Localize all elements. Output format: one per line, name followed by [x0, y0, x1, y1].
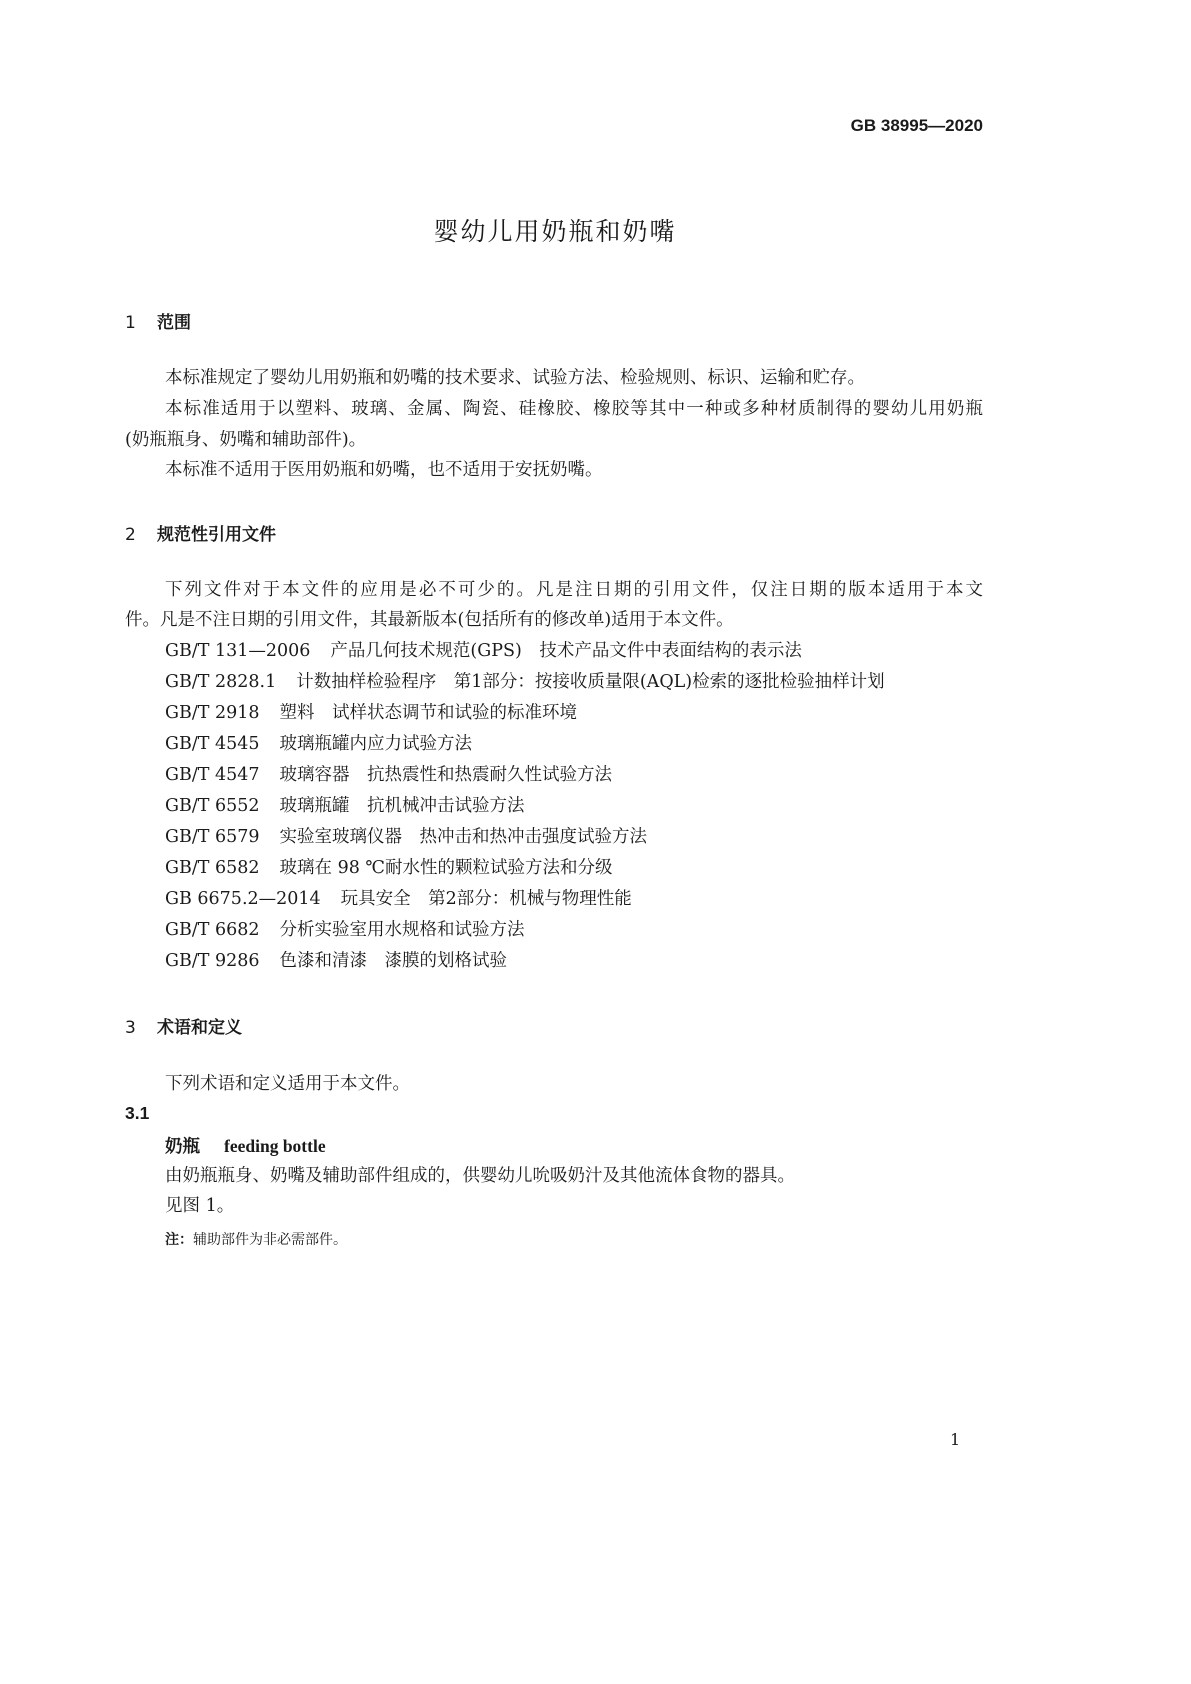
reference-code: GB 6675.2—2014	[165, 889, 321, 909]
reference-item	[165, 919, 983, 941]
section-title: 术语和定义	[157, 1018, 242, 1038]
reference-title: 玻璃瓶罐 抗机械冲击试验方法	[279, 796, 525, 816]
reference-title: 分析实验室用水规格和试验方法	[279, 920, 525, 940]
paragraph-line: 本标准不适用于医用奶瓶和奶嘴，也不适用于安抚奶嘴。	[165, 460, 603, 480]
term-heading	[165, 1135, 983, 1158]
reference-title: 产品几何技术规范(GPS) 技术产品文件中表面结构的表示法	[330, 641, 802, 661]
reference-code: GB/T 6552	[165, 796, 260, 816]
reference-title: 塑料 试样状态调节和试验的标准环境	[279, 703, 578, 723]
term-zh: 奶瓶	[165, 1137, 200, 1157]
section-2-heading	[125, 520, 276, 545]
paragraph-line: 下列文件对于本文件的应用是必不可少的。凡是注日期的引用文件，仅注日期的版本适用于本文	[165, 580, 983, 600]
reference-title: 实验室玻璃仪器 热冲击和热冲击强度试验方法	[279, 827, 648, 847]
section-number: 3	[125, 1018, 136, 1038]
reference-item	[165, 826, 983, 848]
paragraph-line: 件。凡是不注日期的引用文件，其最新版本(包括所有的修改单)适用于本文件。	[125, 610, 734, 630]
term-definition: 由奶瓶瓶身、奶嘴及辅助部件组成的，供婴幼儿吮吸奶汁及其他流体食物的器具。	[165, 1166, 795, 1186]
section-1-heading	[125, 308, 191, 333]
section-number: 2	[125, 525, 136, 545]
section-title: 范围	[157, 313, 191, 333]
reference-item	[165, 733, 983, 755]
reference-title: 玩具安全 第2部分：机械与物理性能	[340, 889, 632, 909]
term-see-figure: 见图 1。	[165, 1196, 235, 1216]
term-number: 3.1	[125, 1103, 150, 1123]
reference-item	[165, 857, 983, 879]
reference-title: 玻璃在 98 ℃耐水性的颗粒试验方法和分级	[279, 858, 613, 878]
standard-code-header: GB 38995—2020	[850, 116, 983, 135]
document-title: 婴幼儿用奶瓶和奶嘴	[433, 217, 677, 246]
reference-title: 玻璃瓶罐内应力试验方法	[279, 734, 473, 754]
note-label: 注：	[165, 1232, 193, 1248]
reference-item	[165, 640, 983, 662]
paragraph-line: 本标准规定了婴幼儿用奶瓶和奶嘴的技术要求、试验方法、检验规则、标识、运输和贮存。	[165, 368, 865, 388]
reference-item	[165, 888, 983, 910]
reference-item	[165, 671, 983, 693]
paragraph-line: 下列术语和定义适用于本文件。	[165, 1074, 410, 1094]
reference-code: GB/T 6682	[165, 920, 260, 940]
paragraph-line: (奶瓶瓶身、奶嘴和辅助部件)。	[125, 430, 367, 450]
reference-item	[165, 795, 983, 817]
reference-item	[165, 702, 983, 724]
section-title: 规范性引用文件	[157, 525, 276, 545]
reference-title: 玻璃容器 抗热震性和热震耐久性试验方法	[279, 765, 613, 785]
reference-item	[165, 950, 983, 972]
reference-code: GB/T 6582	[165, 858, 260, 878]
reference-code: GB/T 2828.1	[165, 672, 277, 692]
reference-code: GB/T 9286	[165, 951, 260, 971]
note-text: 辅助部件为非必需部件。	[193, 1232, 347, 1248]
reference-code: GB/T 2918	[165, 703, 260, 723]
reference-code: GB/T 4545	[165, 734, 260, 754]
section-number: 1	[125, 313, 136, 333]
reference-code: GB/T 4547	[165, 765, 260, 785]
paragraph-line: 本标准适用于以塑料、玻璃、金属、陶瓷、硅橡胶、橡胶等其中一种或多种材质制得的婴幼儿用奶瓶	[165, 399, 983, 419]
reference-title: 色漆和清漆 漆膜的划格试验	[279, 951, 508, 971]
reference-title: 计数抽样检验程序 第1部分：按接收质量限(AQL)检索的逐批检验抽样计划	[296, 672, 885, 692]
reference-item	[165, 764, 983, 786]
section-3-heading	[125, 1013, 242, 1038]
page-number: 1	[950, 1430, 961, 1449]
term-note	[165, 1229, 347, 1249]
term-en: feeding bottle	[224, 1136, 326, 1156]
reference-code: GB/T 131—2006	[165, 641, 311, 661]
reference-code: GB/T 6579	[165, 827, 260, 847]
